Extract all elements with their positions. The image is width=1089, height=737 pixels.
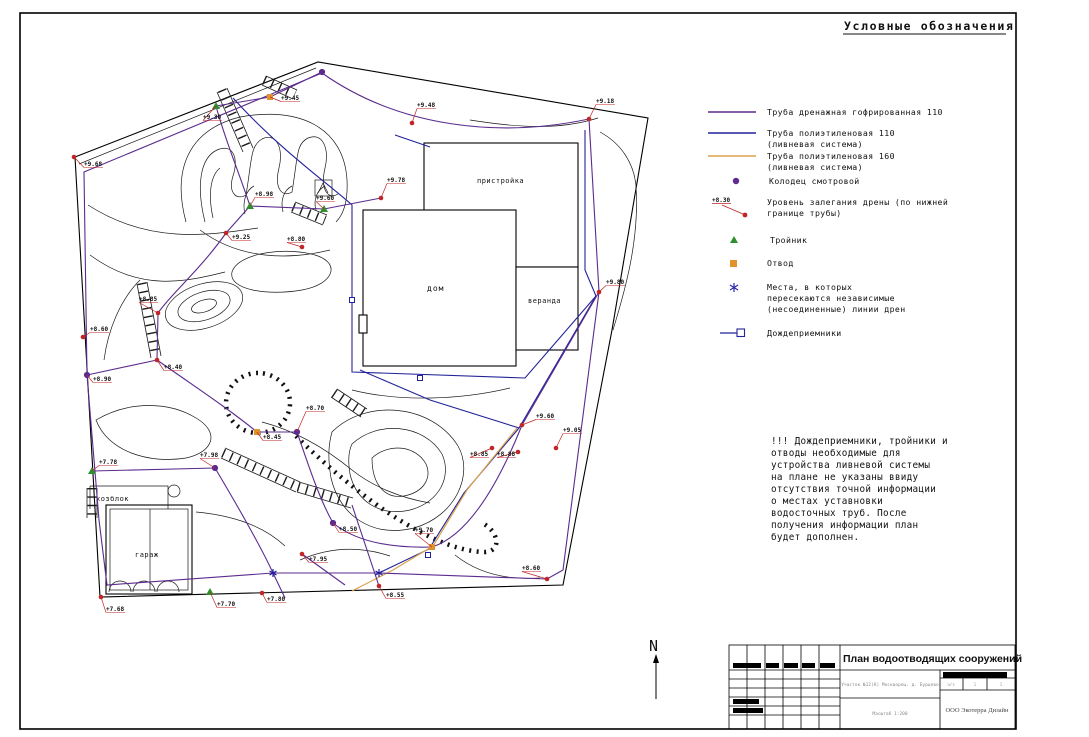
svg-text:+9.45: +9.45 — [281, 95, 300, 102]
svg-text:+7.68: +7.68 — [106, 606, 125, 613]
stamp-cell-value: 1 — [999, 682, 1003, 687]
scale-label: Масштаб 1:200 — [872, 712, 908, 717]
garage-label: гараж — [135, 551, 159, 559]
rain-inlet-marker — [418, 376, 423, 381]
legend-item-label: Колодец смотровой — [769, 176, 860, 186]
svg-text:+8.85: +8.85 — [470, 451, 489, 458]
legend-item-label: Тройник — [770, 235, 808, 245]
svg-text:+7.70: +7.70 — [217, 601, 236, 608]
veranda-outline — [516, 267, 578, 350]
note-line: !!! Дождеприемники, тройники и — [771, 436, 948, 447]
svg-text:+8.60: +8.60 — [90, 326, 109, 333]
note-line: на плане не указаны ввиду — [771, 472, 919, 483]
legend-item-label: Отвод — [767, 258, 794, 268]
svg-text:+7.80: +7.80 — [267, 596, 286, 603]
svg-text:+8.55: +8.55 — [386, 592, 405, 599]
annex-label: пристройка — [477, 177, 525, 185]
svg-text:+8.85: +8.85 — [139, 296, 158, 303]
note-line: устройства ливневой системы — [771, 460, 931, 471]
svg-text:+8.80: +8.80 — [287, 236, 306, 243]
svg-text:+9.68: +9.68 — [84, 161, 103, 168]
note-line: о местах уставновки — [771, 496, 884, 507]
svg-text:+8.98: +8.98 — [255, 191, 274, 198]
svg-text:+8.88: +8.88 — [497, 451, 516, 458]
svg-text:+9.78: +9.78 — [387, 177, 406, 184]
svg-text:+7.95: +7.95 — [309, 556, 328, 563]
outlet-legend-icon — [730, 260, 737, 267]
svg-text:+9.05: +9.05 — [563, 427, 582, 434]
manhole-marker — [319, 69, 325, 75]
rain-inlet-marker — [350, 298, 355, 303]
svg-text:+7.78: +7.78 — [99, 459, 118, 466]
legend-item-label: (ливневая система) — [767, 162, 863, 172]
legend-item-label: Труба полиэтиленовая 110 — [767, 128, 895, 138]
svg-text:+9.48: +9.48 — [417, 102, 436, 109]
legend-item-label: границе трубы) — [767, 208, 842, 218]
svg-text:+8.50: +8.50 — [339, 526, 358, 533]
svg-text:+9.70: +9.70 — [415, 527, 434, 534]
manhole-legend-icon — [733, 178, 739, 184]
project-name: Участок №12(К) Москворец. д. Бурцево — [841, 683, 939, 688]
svg-text:+9.18: +9.18 — [596, 98, 615, 105]
svg-text:+7.98: +7.98 — [200, 452, 219, 459]
rain-inlet-marker — [426, 553, 431, 558]
drawing-title: План водоотводящих сооружений — [843, 653, 1023, 665]
north-label: N — [649, 637, 659, 655]
legend-title: Условные обозначения — [844, 19, 1015, 33]
svg-text:+8.40: +8.40 — [164, 364, 183, 371]
garage-outline — [106, 505, 192, 594]
svg-text:+9.80: +9.80 — [606, 279, 625, 286]
house-steps — [359, 315, 367, 333]
legend-item-label: Уровень залегания дрены (по нижней — [767, 197, 949, 207]
legend-item-label: (несоединенные) линии дрен — [767, 304, 906, 314]
legend-item-label: Дождеприемники — [767, 328, 842, 338]
note-line: получения информации план — [771, 520, 919, 531]
veranda-label: веранда — [528, 297, 562, 305]
svg-text:+9.60: +9.60 — [536, 413, 555, 420]
legend-item-label: Труба полиэтиленовая 160 — [767, 151, 895, 161]
stamp-cell-value: а/з — [947, 682, 955, 687]
company-name: ООО Экотерра Дизайн — [945, 707, 1009, 714]
legend-item-label: Труба дренажная гофрированная 110 — [767, 107, 943, 117]
svg-text:+8.90: +8.90 — [93, 376, 112, 383]
svg-text:+8.60: +8.60 — [522, 565, 541, 572]
svg-text:+8.70: +8.70 — [306, 405, 325, 412]
hozblok-label: хозблок — [96, 495, 130, 503]
legend-item-label: пересекаются независимые — [767, 293, 895, 303]
svg-text:+9.60: +9.60 — [316, 195, 335, 202]
legend-item-label: Места, в которых — [767, 282, 853, 292]
svg-text:+9.25: +9.25 — [232, 234, 251, 241]
house-label: дом — [427, 284, 445, 293]
legend-item-label: (ливневая система) — [767, 139, 863, 149]
note-line: отсутствия точной информации — [771, 484, 937, 495]
svg-text:+9.30: +9.30 — [203, 114, 222, 121]
note-line: будет дополнен. — [771, 532, 860, 543]
stamp-cell-value: 1 — [973, 682, 977, 687]
svg-text:+8.30: +8.30 — [712, 197, 731, 204]
note-line: отводы необходимые для — [771, 448, 901, 459]
note-line: водосточных труб. После — [771, 508, 907, 519]
svg-text:+8.45: +8.45 — [263, 434, 282, 441]
